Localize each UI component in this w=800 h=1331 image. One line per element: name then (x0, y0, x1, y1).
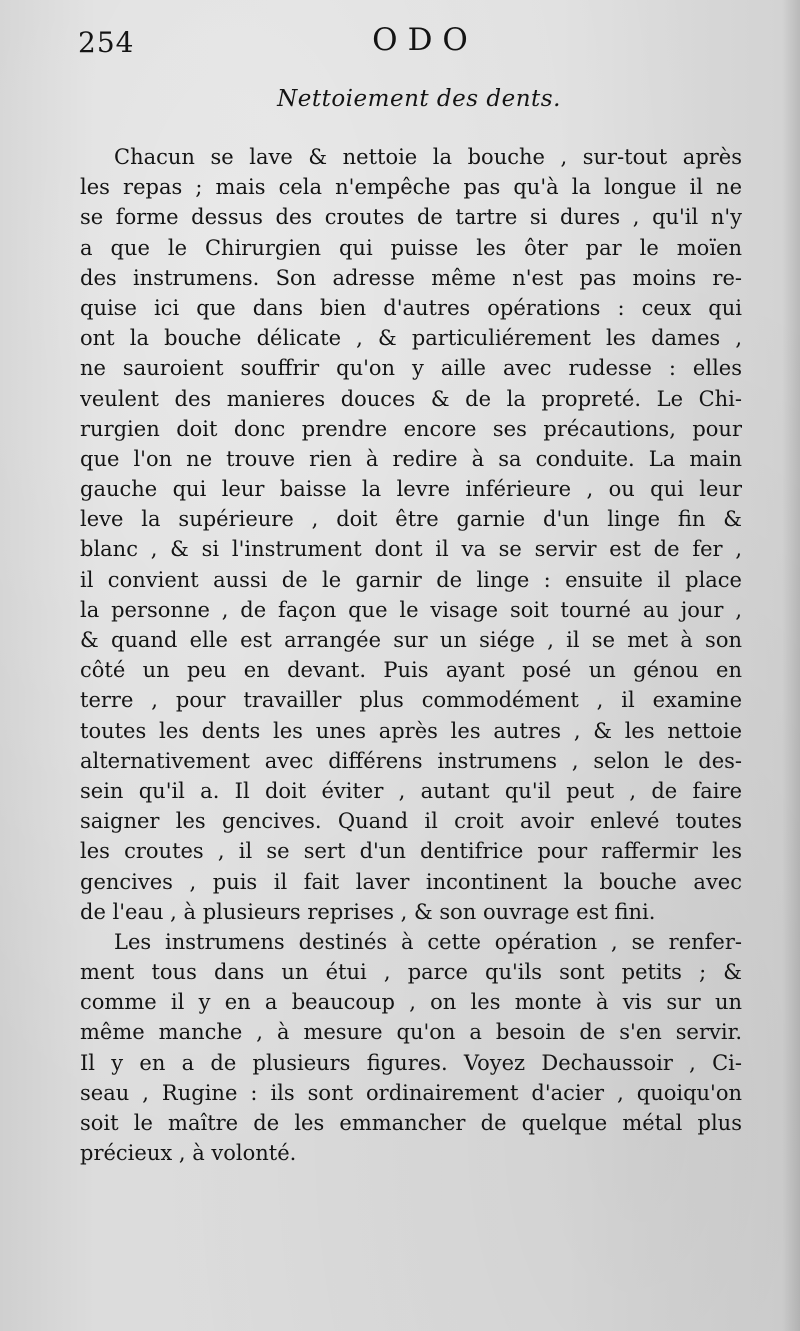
text-line: seau , Rugine : ils sont ordinairement d'acier , quoiqu'on (80, 1080, 742, 1105)
text-line: gauche qui leur baisse la levre inférieure , ou qui leur (80, 477, 742, 502)
text-line: des instrumens. Son adresse même n'est pas moins re- (80, 265, 742, 290)
text-line: il convient aussi de le garnir de linge : ensuite il place (80, 567, 742, 592)
text-line: comme il y en a beaucoup , on les monte à vis sur un (80, 990, 742, 1015)
body-text (80, 142, 742, 1168)
text-line: même manche , à mesure qu'on a besoin de s'en servir. (80, 1020, 742, 1045)
text-line: leve la supérieure , doit être garnie d'un linge fin & (80, 507, 742, 532)
page-number: 254 (78, 26, 135, 59)
text-line: les croutes , il se sert d'un dentifrice pour raffermir les (80, 839, 742, 864)
text-line: soit le maître de les emmancher de quelque métal plus (80, 1111, 742, 1135)
text-line: saigner les gencives. Quand il croit avoir enlevé toutes (80, 809, 742, 834)
text-line: ment tous dans un étui , parce qu'ils sont petits ; & (80, 960, 742, 985)
text-line: a que le Chirurgien qui puisse les ôter par le moïen (80, 235, 742, 260)
text-line: les repas ; mais cela n'empêche pas qu'à la longue il ne (80, 175, 742, 200)
text-line: blanc , & si l'instrument dont il va se servir est de fer , (80, 537, 742, 562)
text-line: ont la bouche délicate , & particuliérement les dames , (80, 326, 742, 351)
text-line: précieux , à volonté. (80, 1141, 297, 1166)
text-line: ne sauroient souffrir qu'on y aille avec rudesse : elles (80, 356, 742, 381)
text-line: de l'eau , à plusieurs reprises , & son ouvrage est fini. (80, 899, 656, 924)
text-line: Les instrumens destinés à cette opération , se renfer- (114, 929, 742, 954)
running-head: ODO (372, 22, 478, 58)
text-line: veulent des manieres douces & de la propreté. Le Chi- (80, 386, 742, 411)
text-line: rurgien doit donc prendre encore ses précautions, pour (80, 416, 742, 441)
section-title: Nettoiement des dents. (277, 86, 561, 112)
text-line: terre , pour travailler plus commodément , il examine (80, 688, 742, 713)
text-line: la personne , de façon que le visage soit tourné au jour , (80, 597, 742, 622)
text-line: se forme dessus des croutes de tartre si dures , qu'il n'y (80, 205, 742, 230)
text-line: côté un peu en devant. Puis ayant posé un génou en (80, 658, 742, 683)
text-line: Il y en a de plusieurs figures. Voyez Dechaussoir , Ci- (80, 1050, 742, 1075)
page-header (78, 22, 760, 62)
text-line: quise ici que dans bien d'autres opérations : ceux qui (80, 295, 742, 320)
text-line: que l'on ne trouve rien à redire à sa conduite. La main (80, 446, 742, 471)
text-line: sein qu'il a. Il doit éviter , autant qu'il peut , de faire (80, 778, 742, 803)
text-line: gencives , puis il fait laver incontinent la bouche avec (80, 869, 742, 894)
text-line: toutes les dents les unes après les autres , & les nettoie (80, 718, 742, 743)
text-line: & quand elle est arrangée sur un siége , il se met à son (80, 628, 742, 652)
text-line: Chacun se lave & nettoie la bouche , sur-tout après (114, 145, 742, 169)
text-line: alternativement avec différens instrumens , selon le des- (80, 748, 742, 773)
